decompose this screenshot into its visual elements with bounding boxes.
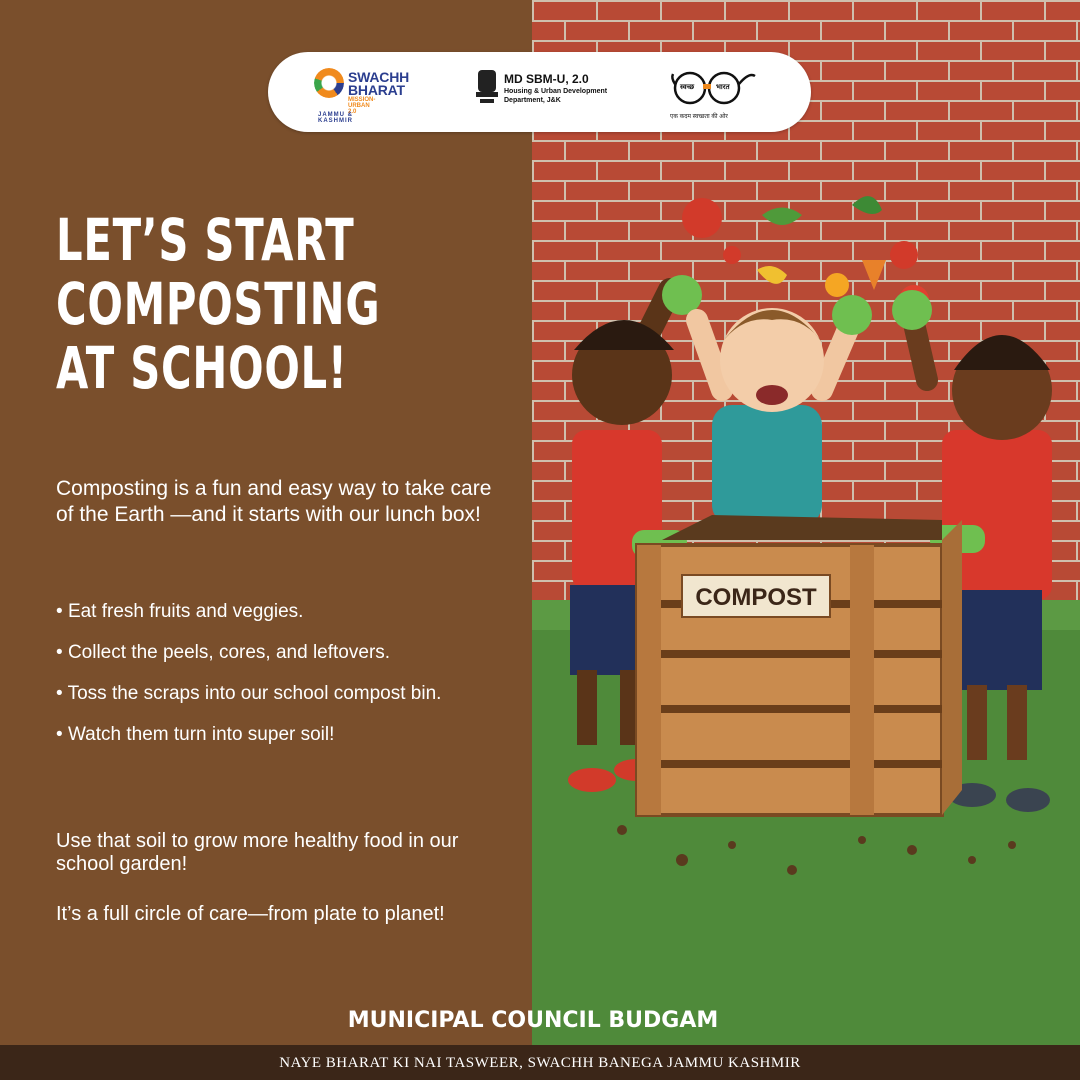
list-item: • Eat fresh fruits and veggies. (56, 600, 441, 624)
list-item: • Toss the scraps into our school compost bin. (56, 682, 441, 706)
swachh-word: स्वच्छ (680, 84, 695, 91)
closing-paragraph: Use that soil to grow more healthy food in our school garden! (56, 830, 459, 875)
footer-bar (0, 1045, 1080, 1080)
headline-line-3: AT SCHOOL! (56, 334, 348, 402)
headline-line-1: LET’S START (56, 206, 355, 274)
sbm-ring-icon (314, 68, 344, 98)
sbm-logo-line1: SWACHH (348, 69, 410, 85)
sbm-logo-line2: BHARAT (348, 82, 405, 98)
md-sbm-subtitle-2: Department, J&K (504, 97, 561, 104)
headline (56, 208, 380, 400)
illustration (532, 0, 1080, 1045)
md-sbm-title: MD SBM-U, 2.0 (504, 72, 589, 86)
compost-illustration (532, 0, 1080, 1045)
headline-line-2: COMPOSTING (56, 270, 381, 338)
bharat-word: भारत (716, 84, 730, 91)
intro-paragraph: Composting is a fun and easy way to take care of the Earth —and it starts with our lunch box! (56, 477, 492, 526)
council-name: MUNICIPAL COUNCIL BUDGAM (347, 1008, 719, 1033)
md-sbm-subtitle-1: Housing & Urban Development (504, 88, 608, 95)
steps-list (56, 600, 441, 764)
sbm-logo-line3: MISSION-URBAN 2.0 (348, 97, 376, 115)
partner-logos-bar (268, 52, 811, 132)
bin-label: COMPOST (695, 584, 817, 611)
compost-bin (637, 515, 962, 815)
national-emblem-icon (474, 68, 500, 108)
sbm-logo-line4: JAMMU & KASHMIR (318, 112, 353, 124)
footer-slogan: NAYE BHARAT KI NAI TASWEER, SWACHH BANEGA JAMMU KASHMIR (279, 1055, 801, 1071)
list-item: • Collect the peels, cores, and leftovers. (56, 641, 441, 665)
list-item: • Watch them turn into super soil! (56, 723, 441, 747)
tagline: It’s a full circle of care—from plate to planet! (56, 903, 445, 925)
swachh-bharat-tagline: एक कदम स्वच्छता की ओर (670, 114, 728, 120)
